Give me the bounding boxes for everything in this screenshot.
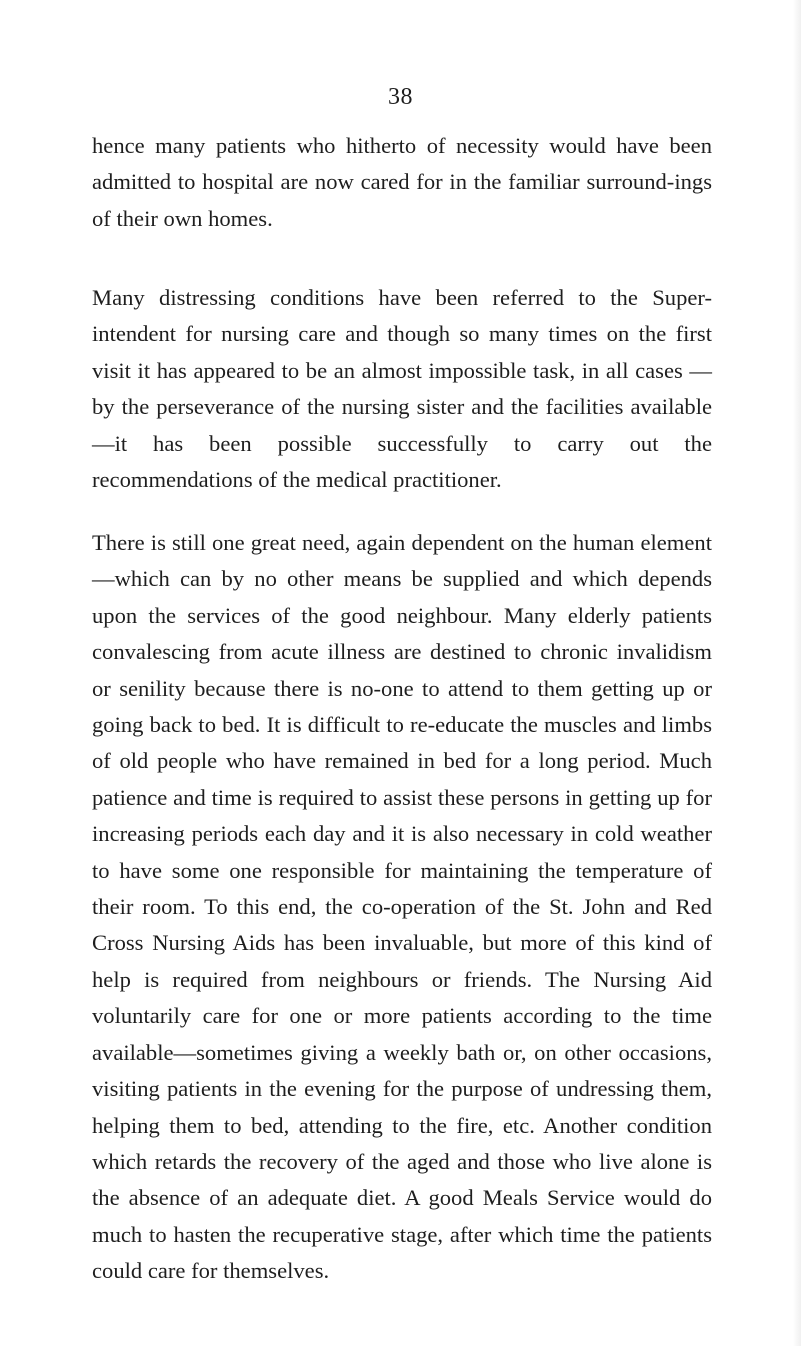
page-edge-shadow — [793, 0, 801, 1346]
paragraph-continuation: hence many patients who hitherto of necessity would have been admitted to hospital are now cared for in the familiar surround-ings of their own homes. — [92, 133, 712, 231]
page-number: 38 — [388, 84, 413, 110]
paragraph-distressing-conditions: Many distressing conditions have been referred to the Super-intendent for nursing care and though so many times on the first visit it has appeared to be an almost impossible task, in all cases —by the perseverance of the nursing sister and the facilities available—it has been possible successfully to carry out the recommendations of the medical practitioner. — [92, 285, 712, 493]
paragraph-good-neighbour: There is still one great need, again dependent on the human element—which can by no other means be supplied and which depends upon the services of the good neighbour. Many elderly patients convalescing from acute illness are destined to chronic invalidism or senility because there is no-one to attend to them getting up or going back to bed. It is difficult to re-educate the muscles and limbs of old people who have remained in bed for a long period. Much patience and time is required to assist these persons in getting up for increasing periods each day and it is also necessary in cold weather to have some one responsible for maintaining the temperature of their room. To this end, the co-operation of the St. John and Red Cross Nursing Aids has been invaluable, but more of this kind of help is required from neighbours or friends. The Nursing Aid voluntarily care for one or more patients according to the time available—sometimes giving a weekly bath or, on other occasions, visiting patients in the evening for the purpose of undressing them, helping them to bed, attending to the fire, etc. Another condition which retards the recovery of the aged and those who live alone is the absence of an adequate diet. A good Meals Service would do much to hasten the recuperative stage, after which time the patients could care for themselves. — [92, 530, 712, 1284]
